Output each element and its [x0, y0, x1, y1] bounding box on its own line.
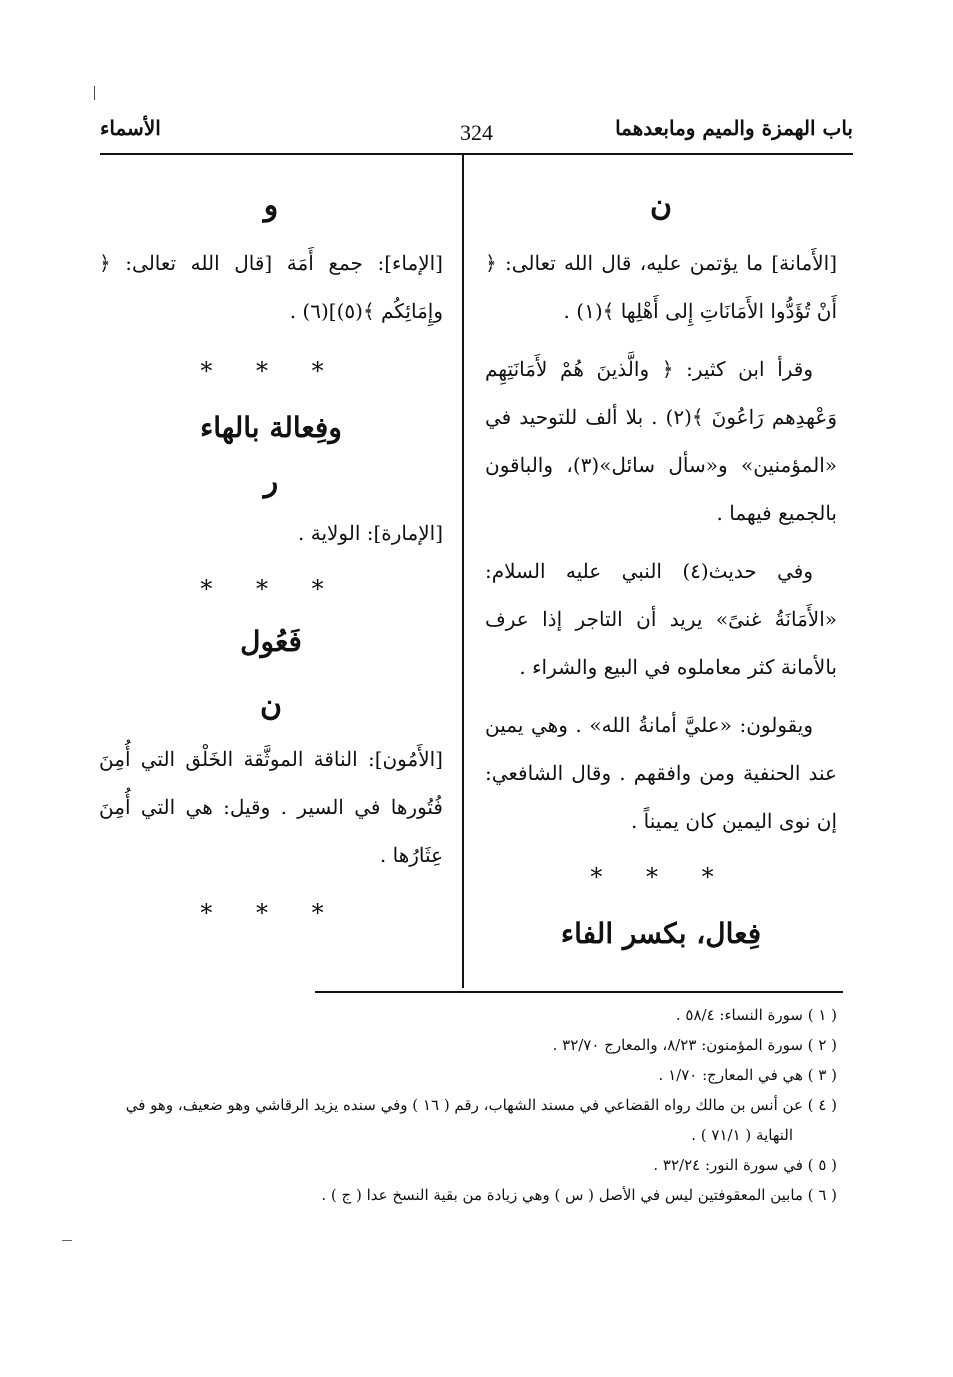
header-rule	[100, 153, 853, 155]
footnote-continuation: النهاية ( ٧١/١ ) .	[691, 1126, 793, 1144]
entry-paragraph: وفي حديث(٤) النبي عليه السلام: «الأَمَانَةُ غنىً» يريد أن التاجر إذا عرف بالأمانة كثر معاملوه في البيع والشراء .	[485, 559, 837, 679]
pattern-heading: وفِعالة بالهاء	[200, 411, 342, 444]
footnote: ( ٣ ) هي في المعارج: ١/٧٠ .	[658, 1066, 837, 1084]
left-column	[99, 180, 443, 927]
entry-paragraph: [الأَمانة] ما يؤتمن عليه، قال الله تعالى: ﴿ أَنْ تُؤَدُّوا الأَمَانَاتِ إِلى أَهْلِها ﴾(١) .	[485, 251, 837, 323]
footnote: ( ٤ ) عن أنس بن مالك رواه القضاعي في مسند الشهاب، رقم ( ١٦ ) وفي سنده يزيد الرقاشي وهو ضعيف، وهو في	[125, 1096, 837, 1114]
section-separator: * * *	[200, 575, 342, 603]
footnote: ( ٥ ) في سورة النور: ٣٢/٢٤ .	[653, 1156, 837, 1174]
letter-heading: ر	[263, 464, 279, 499]
entry-paragraph: [الإمارة]: الولاية .	[298, 521, 443, 545]
entry-paragraph: وقرأ ابن كثير: ﴿ والَّذينَ هُمْ لأَمَانَتِهِم وَعْهدِهم رَاعُونَ ﴾(٢) . بلا ألف للتوحيد في «المؤمنين» و«سأل سائل»(٣)، والباقون بالجميع فيهما .	[485, 357, 838, 525]
pattern-heading: فَعُول	[240, 625, 302, 658]
scan-edge-mark	[94, 86, 95, 100]
letter-heading: ن	[649, 188, 673, 223]
letter-heading: و	[263, 188, 279, 223]
page-header	[100, 112, 853, 152]
column-divider	[462, 155, 464, 988]
section-title: الأسماء	[100, 116, 161, 140]
section-separator: * * *	[200, 357, 342, 385]
letter-heading: ن	[259, 688, 283, 723]
pattern-heading: فِعال، بكسر الفاء	[560, 917, 762, 950]
chapter-title: باب الهمزة والميم ومابعدهما	[615, 116, 853, 140]
section-separator: * * *	[200, 899, 342, 927]
entry-paragraph: [الإماء]: جمع أَمَة [قال الله تعالى: ﴿ وإِمَائِكُم ﴾(٥)](٦) .	[99, 251, 443, 323]
footnotes	[97, 1000, 837, 1210]
scan-edge-mark	[62, 1240, 72, 1241]
footnote: ( ١ ) سورة النساء: ٥٨/٤ .	[675, 1006, 837, 1024]
footnote-rule	[315, 991, 843, 993]
right-column	[485, 180, 837, 950]
page-number: 324	[460, 120, 493, 145]
section-separator: * * *	[590, 863, 732, 891]
footnote: ( ٢ ) سورة المؤمنون: ٨/٢٣، والمعارج ٣٢/٧٠ .	[552, 1036, 837, 1054]
entry-paragraph: ويقولون: «عليَّ أمانةُ الله» . وهي يمين عند الحنفية ومن وافقهم . وقال الشافعي: إن نوى اليمين كان يميناً .	[485, 713, 837, 833]
entry-paragraph: [الأَمُون]: الناقة الموثَّقة الخَلْق التي أُمِنَ فُتُورها في السير . وقيل: هي التي أُمِنَ عِثَارُها .	[99, 747, 443, 867]
footnote: ( ٦ ) مابين المعقوفتين ليس في الأصل ( س ) وهي زيادة من بقية النسخ عدا ( ج ) .	[321, 1186, 837, 1204]
